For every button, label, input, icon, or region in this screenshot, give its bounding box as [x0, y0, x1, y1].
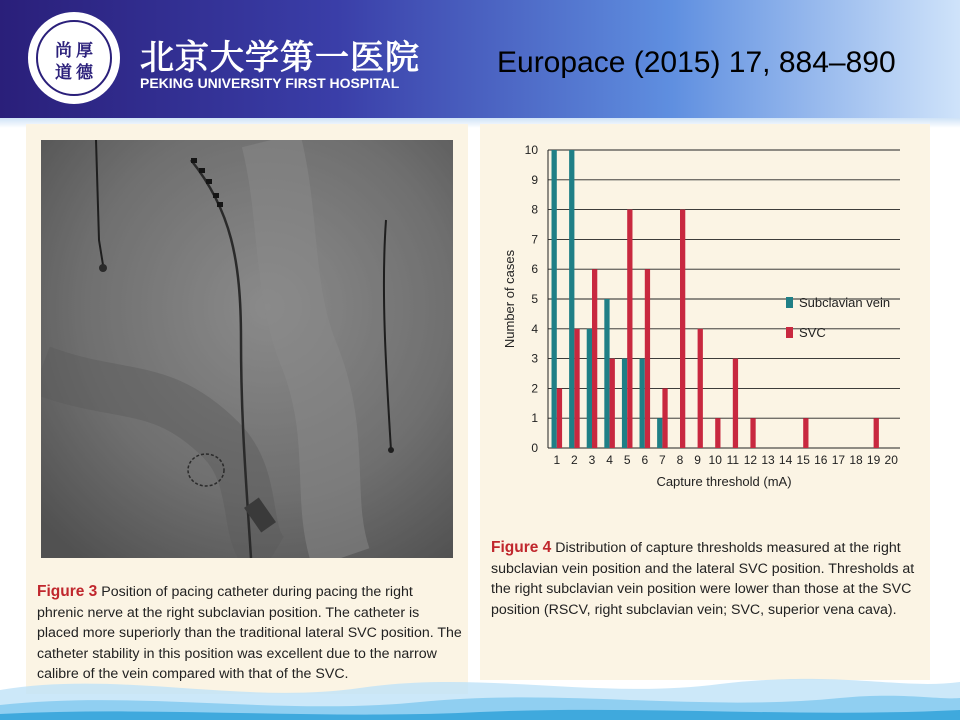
x-tick-label: 5: [623, 453, 631, 467]
bar-svc: [733, 359, 738, 448]
y-axis-label: Number of cases: [502, 249, 517, 349]
x-tick-label: 6: [641, 453, 649, 467]
x-tick-label: 2: [571, 453, 578, 467]
y-tick-label: 4: [531, 321, 538, 336]
y-tick-label: 5: [531, 292, 538, 306]
bar-svc: [662, 388, 667, 448]
hospital-name-english: PEKING UNIVERSITY FIRST HOSPITAL: [140, 75, 400, 91]
bar-svc: [750, 418, 755, 448]
x-tick-label: 19: [866, 453, 881, 467]
x-tick-label: 16: [814, 453, 828, 467]
x-tick-label: 7: [659, 453, 666, 467]
x-tick-label: 1: [553, 453, 561, 467]
legend-entry: Subclavian vein: [799, 295, 891, 310]
figure4-caption-text: Distribution of capture thresholds measured at the right subclavian vein position and the lateral SVC position. Thresholds at the right subclavian vein position were lower than those at the SVC position (RSCV, right subclavian vein; SVC, superior vena cava).: [491, 540, 915, 618]
bar-svc: [698, 329, 703, 448]
x-axis-label: Capture threshold (mA): [656, 474, 792, 489]
x-tick-label: 17: [831, 453, 846, 467]
hospital-seal-logo: [28, 12, 120, 104]
x-tick-label: 4: [606, 453, 613, 467]
bar-subclavian: [640, 359, 645, 448]
bar-subclavian: [604, 299, 609, 448]
bar-subclavian: [657, 418, 662, 448]
bar-subclavian: [622, 359, 627, 448]
seal-char: 德: [76, 63, 93, 83]
x-tick-label: 10: [708, 453, 722, 467]
y-tick-label: 0: [531, 441, 538, 455]
x-tick-label: 14: [778, 453, 793, 467]
y-tick-label: 1: [531, 411, 538, 426]
x-tick-label: 20: [884, 453, 898, 467]
decorative-waves: [0, 650, 960, 720]
y-tick-label: 10: [524, 143, 538, 157]
capture-threshold-chart: [490, 132, 920, 512]
y-tick-label: 3: [531, 351, 538, 366]
x-tick-label: 18: [849, 453, 863, 467]
seal-char: 厚: [76, 41, 93, 61]
bar-svc: [715, 418, 720, 448]
figure3-caption-text: Position of pacing catheter during pacing the right phrenic nerve at the right subclavian position. The catheter is placed more superiorly than the traditional lateral SVC position. The catheter stability in this position was excellent due to the narrow calibre of the vein compared with that of the SVC.: [37, 584, 462, 682]
y-tick-label: 7: [531, 232, 538, 247]
figure4-caption: [491, 538, 923, 620]
legend-entry: SVC: [799, 325, 826, 340]
x-tick-label: 15: [796, 453, 810, 467]
bar-svc: [680, 210, 685, 448]
bar-svc: [610, 359, 615, 448]
y-tick-label: 2: [531, 381, 538, 396]
seal-ring: [36, 20, 112, 96]
bar-svc: [574, 329, 579, 448]
bar-subclavian: [569, 150, 574, 448]
x-tick-label: 8: [676, 453, 684, 467]
y-tick-label: 8: [531, 202, 538, 217]
bar-svc: [557, 388, 562, 448]
bar-svc: [874, 418, 879, 448]
x-tick-label: 13: [761, 453, 775, 467]
bar-svc: [645, 269, 650, 448]
bar-svc: [627, 210, 632, 448]
figure4-label: Figure 4: [491, 539, 552, 556]
x-tick-label: 9: [694, 453, 701, 467]
x-tick-label: 3: [588, 453, 596, 467]
legend-swatch: [786, 297, 793, 308]
seal-char: 道: [55, 63, 72, 83]
bar-subclavian: [552, 150, 557, 448]
figure3-label: Figure 3: [37, 583, 98, 600]
bar-svc: [803, 418, 808, 448]
bar-subclavian: [587, 329, 592, 448]
journal-citation: Europace (2015) 17, 884–890: [497, 46, 896, 79]
seal-char: 尚: [55, 41, 72, 61]
y-tick-label: 9: [531, 172, 538, 187]
fluoroscopy-image: [41, 140, 453, 558]
legend-swatch: [786, 327, 793, 338]
chart-legend: [786, 295, 890, 340]
hospital-name-chinese: 北京大学第一医院: [140, 38, 420, 78]
y-tick-label: 6: [531, 262, 538, 277]
x-tick-label: 11: [726, 453, 740, 467]
x-tick-label: 12: [743, 453, 758, 467]
bar-svc: [592, 269, 597, 448]
